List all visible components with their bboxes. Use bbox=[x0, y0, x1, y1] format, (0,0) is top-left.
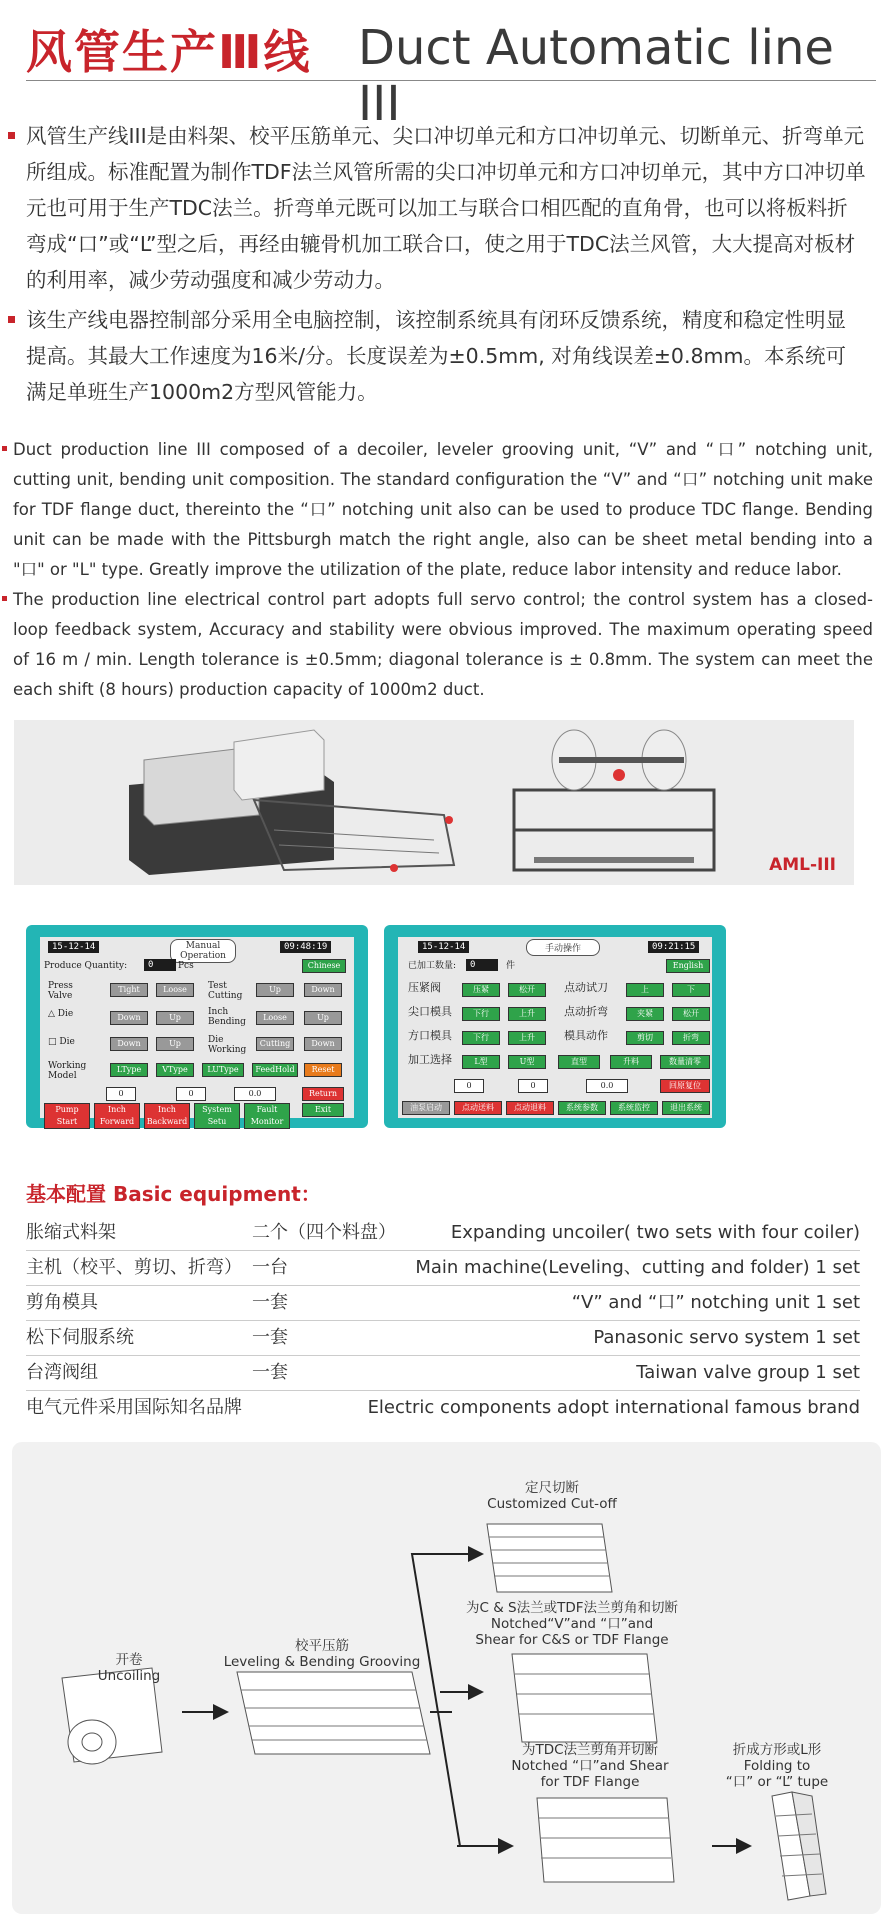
equipment-qty: 一套 bbox=[252, 1292, 288, 1313]
panel-time: 09:21:15 bbox=[648, 941, 699, 953]
row-label: △ Die bbox=[48, 1009, 74, 1019]
fold-button[interactable]: 折弯 bbox=[672, 1031, 710, 1045]
value-1: 0 bbox=[106, 1087, 136, 1101]
panel-date: 15-12-14 bbox=[48, 941, 99, 953]
cut-cn: 定尺切断 bbox=[525, 1480, 579, 1496]
tight-button[interactable]: Tight bbox=[110, 983, 148, 997]
qty-value: 0 bbox=[466, 959, 498, 971]
die-down-button[interactable]: Down bbox=[304, 1037, 342, 1051]
reset-button[interactable]: Reset bbox=[304, 1063, 342, 1077]
intro-en-1: Duct production line III composed of a decoiler, leveler grooving unit, “V” and “口” notching unit, cutting unit, bending unit composition. The standard configuration the “V” and “口” notching unit make for TDF flange duct, thereinto the “口” notching unit also can be used to produce TDC flange. Bending unit can be made with the Pittsburgh match the right angle, also can be sheet metal bending into a "口" or "L" type. Greatly improve the utilization of the plate, reduce labor intensity and reduce labor. bbox=[13, 440, 873, 579]
inch-feed-button[interactable]: 点动送料 bbox=[454, 1101, 502, 1115]
equipment-row bbox=[26, 1216, 860, 1251]
process-flow-diagram bbox=[12, 1442, 881, 1914]
inch-forward-button[interactable]: Inch Forward bbox=[94, 1103, 140, 1129]
model-label: AML-III bbox=[769, 855, 836, 875]
return-button[interactable]: 回原复位 bbox=[660, 1079, 710, 1093]
equipment-en: Main machine(Leveling、cutting and folder) 1 set bbox=[415, 1257, 860, 1278]
fold-cn: 折成方形或L形 bbox=[732, 1742, 822, 1758]
qty-unit: Pcs bbox=[178, 961, 194, 971]
level-label bbox=[212, 1638, 432, 1670]
leveled-sheet-icon bbox=[237, 1672, 430, 1754]
pump-start-button[interactable]: Pump Start bbox=[44, 1103, 90, 1129]
intro-cn-1: 风管生产线III是由料架、校平压筋单元、尖口冲切单元和方口冲切单元、切断单元、折弯单元所组成。标准配置为制作TDF法兰风管所需的尖口冲切单元和方口冲切单元，其中方口冲切单元也可用于生产TDC法兰。折弯单元既可以加工与联合口相匹配的直角骨，也可以将板料折弯成“口”或“L”型之后，再经由辘骨机加工联合口，使之用于TDC法兰风管，大大提高对板材的利用率，减少劳动强度和减少劳动力。 bbox=[26, 124, 866, 292]
v-die-up-button[interactable]: 上升 bbox=[508, 1007, 546, 1021]
row-label: Working Model bbox=[48, 1061, 87, 1081]
equipment-qty: 二个（四个料盘） bbox=[252, 1222, 396, 1243]
notch1-en1: Notched“V”and “口”and bbox=[490, 1616, 654, 1632]
uncoil-en: Uncoiling bbox=[97, 1668, 161, 1684]
bullet-icon bbox=[8, 316, 15, 323]
machine-illustration bbox=[14, 720, 854, 885]
value-3: 0.0 bbox=[234, 1087, 276, 1101]
sq-die-up-button[interactable]: 上升 bbox=[508, 1031, 546, 1045]
panel-screen bbox=[40, 937, 354, 1126]
down-button[interactable]: Down bbox=[304, 983, 342, 997]
equipment-name: 主机（校平、剪切、折弯） bbox=[26, 1257, 242, 1278]
mid-label: 模具动作 bbox=[564, 1029, 608, 1042]
language-button[interactable]: English bbox=[666, 959, 710, 973]
fold-en2: “口” or “L” tupe bbox=[725, 1774, 829, 1790]
up-button[interactable]: Up bbox=[256, 983, 294, 997]
control-panel-en bbox=[26, 925, 368, 1128]
equipment-name: 电气元件采用国际知名品牌 bbox=[26, 1397, 242, 1418]
panel-date: 15-12-14 bbox=[418, 941, 469, 953]
bullet-icon bbox=[8, 132, 15, 139]
system-setup-button[interactable]: System Setu bbox=[194, 1103, 240, 1129]
lutype-button[interactable]: LUType bbox=[202, 1063, 244, 1077]
equipment-row bbox=[26, 1356, 860, 1391]
value-2: 0 bbox=[518, 1079, 548, 1093]
mid-label: Die Working bbox=[208, 1035, 247, 1055]
equipment-row bbox=[26, 1321, 860, 1356]
notch1-cn: 为C & S法兰或TDF法兰剪角和切断 bbox=[465, 1600, 678, 1616]
feedhold-button[interactable]: FeedHold bbox=[252, 1063, 298, 1077]
cut-sheet-icon bbox=[487, 1524, 612, 1592]
qty-unit: 件 bbox=[506, 961, 516, 971]
language-button[interactable]: Chinese bbox=[302, 959, 346, 973]
bend-up-button[interactable]: Up bbox=[304, 1011, 342, 1025]
machine-photo bbox=[14, 720, 854, 885]
title-cn: 风管生产Ⅲ线 bbox=[26, 25, 312, 79]
mid-label: Test Cutting bbox=[208, 981, 243, 1001]
row-label: 压紧阀 bbox=[408, 981, 441, 994]
loose-button[interactable]: Loose bbox=[156, 983, 194, 997]
bullet-icon bbox=[2, 446, 7, 451]
folded-duct-icon bbox=[772, 1792, 826, 1900]
equipment-name: 松下伺服系统 bbox=[26, 1327, 134, 1348]
equipment-en: “V” and “口” notching unit 1 set bbox=[571, 1292, 860, 1313]
cutting-button[interactable]: Cutting bbox=[256, 1037, 294, 1051]
qty-label: Produce Quantity: bbox=[44, 961, 128, 971]
pump-start-button[interactable]: 油泵启动 bbox=[402, 1101, 450, 1115]
ltype-button[interactable]: L型 bbox=[462, 1055, 500, 1069]
mid-label: 点动折弯 bbox=[564, 1005, 608, 1018]
panel-title: Manual Operation bbox=[170, 939, 236, 963]
equipment-qty: 一套 bbox=[252, 1327, 288, 1348]
value-2: 0 bbox=[176, 1087, 206, 1101]
intro-en-2: The production line electrical control part adopts full servo control; the control system has a closed-loop feedback system, Accuracy and stability were obvious improved. The maximum operating speed of 16 m / min. Length tolerance is ±0.5mm; diagonal tolerance is ± 0.8mm. The system can meet the each shift (8 hours) production capacity of 1000m2 duct. bbox=[13, 590, 873, 699]
clamp-button[interactable]: 夹紧 bbox=[626, 1007, 664, 1021]
row-label: 加工选择 bbox=[408, 1053, 452, 1066]
v-die-down-button[interactable]: 下行 bbox=[462, 1007, 500, 1021]
control-panel-cn bbox=[384, 925, 726, 1128]
notch2-en2: for TDF Flange bbox=[540, 1774, 640, 1790]
notched-sheet-icon bbox=[537, 1798, 674, 1882]
ltype-button[interactable]: LType bbox=[110, 1063, 148, 1077]
sq-die-down-button[interactable]: Down bbox=[110, 1037, 148, 1051]
equipment-en: Taiwan valve group 1 set bbox=[636, 1362, 860, 1383]
inch-retract-button[interactable]: 点动退料 bbox=[506, 1101, 554, 1115]
mid-label: 点动试刀 bbox=[564, 981, 608, 994]
straight-button[interactable]: 直型 bbox=[558, 1055, 600, 1069]
row-label: □ Die bbox=[48, 1037, 75, 1047]
fold-en1: Folding to bbox=[743, 1758, 811, 1774]
exit-button[interactable]: 退出系统 bbox=[662, 1101, 710, 1115]
level-en: Leveling & Bending Grooving bbox=[223, 1654, 421, 1670]
fault-monitor-button[interactable]: Fault Monitor bbox=[244, 1103, 290, 1129]
row-label: 尖口模具 bbox=[408, 1005, 452, 1018]
equipment-row bbox=[26, 1391, 860, 1425]
fold-label bbox=[712, 1742, 842, 1790]
panel-time: 09:48:19 bbox=[280, 941, 331, 953]
v-die-up-button[interactable]: Up bbox=[156, 1011, 194, 1025]
uncoil-cn: 开卷 bbox=[115, 1652, 143, 1668]
row-label: 方口模具 bbox=[408, 1029, 452, 1042]
equipment-en: Electric components adopt international famous brand bbox=[367, 1397, 860, 1418]
equipment-en: Expanding uncoiler( two sets with four coiler) bbox=[450, 1222, 860, 1243]
bullet-icon bbox=[2, 596, 7, 601]
notch2-cn: 为TDC法兰剪角并切断 bbox=[521, 1742, 659, 1758]
equipment-row bbox=[26, 1251, 860, 1286]
panel-screen bbox=[398, 937, 712, 1118]
bend-loose-button[interactable]: Loose bbox=[256, 1011, 294, 1025]
down-button[interactable]: 下 bbox=[672, 983, 710, 997]
intro-cn-2: 该生产线电器控制部分采用全电脑控制，该控制系统具有闭环反馈系统，精度和稳定性明显提高。其最大工作速度为16米/分。长度误差为±0.5mm, 对角线误差±0.8mm。本系统可满足单班生产1000m2方型风管能力。 bbox=[26, 308, 846, 404]
equipment-qty: 一套 bbox=[252, 1362, 288, 1383]
system-params-button[interactable]: 系统参数 bbox=[558, 1101, 606, 1115]
panel-title: 手动操作 bbox=[526, 939, 600, 956]
sq-die-down-button[interactable]: 下行 bbox=[462, 1031, 500, 1045]
qty-value: 0 bbox=[144, 959, 176, 971]
qty-label: 已加工数量: bbox=[408, 961, 457, 971]
value-1: 0 bbox=[454, 1079, 484, 1093]
lift-button[interactable]: 升料 bbox=[610, 1055, 652, 1069]
clear-count-button[interactable]: 数量清零 bbox=[660, 1055, 710, 1069]
row-label: Press Valve bbox=[48, 981, 73, 1001]
v-die-down-button[interactable]: Down bbox=[110, 1011, 148, 1025]
equipment-en: Panasonic servo system 1 set bbox=[593, 1327, 860, 1348]
equipment-name: 剪角模具 bbox=[26, 1292, 98, 1313]
value-3: 0.0 bbox=[586, 1079, 628, 1093]
unclamp-button[interactable]: 松开 bbox=[672, 1007, 710, 1021]
notch1-en2: Shear for C&S or TDF Flange bbox=[475, 1632, 669, 1648]
return-button[interactable]: Return bbox=[302, 1087, 344, 1101]
exit-button[interactable]: Exit bbox=[302, 1103, 344, 1117]
notch1-label bbox=[452, 1600, 692, 1648]
vtype-button[interactable]: VType bbox=[156, 1063, 194, 1077]
press-button[interactable]: 压紧 bbox=[462, 983, 500, 997]
system-monitor-button[interactable]: 系统监控 bbox=[610, 1101, 658, 1115]
cut-en: Customized Cut-off bbox=[487, 1496, 617, 1512]
shear-button[interactable]: 剪切 bbox=[626, 1031, 664, 1045]
notched-sheet-icon bbox=[512, 1654, 657, 1742]
title-en: Duct Automatic line III bbox=[358, 20, 834, 132]
equipment-name: 台湾阀组 bbox=[26, 1362, 98, 1383]
mid-label: Inch Bending bbox=[208, 1007, 246, 1027]
equipment-qty: 一台 bbox=[252, 1257, 288, 1278]
utype-button[interactable]: U型 bbox=[508, 1055, 546, 1069]
release-button[interactable]: 松开 bbox=[508, 983, 546, 997]
inch-backward-button[interactable]: Inch Backward bbox=[144, 1103, 190, 1129]
sq-die-up-button[interactable]: Up bbox=[156, 1037, 194, 1051]
level-cn: 校平压筋 bbox=[295, 1638, 349, 1654]
notch2-label bbox=[490, 1742, 690, 1790]
page-header bbox=[26, 10, 876, 132]
cut-label bbox=[472, 1480, 632, 1512]
equipment-row bbox=[26, 1286, 860, 1321]
up-button[interactable]: 上 bbox=[626, 983, 664, 997]
uncoil-label bbox=[74, 1652, 184, 1684]
equipment-title: 基本配置 Basic equipment： bbox=[26, 1182, 321, 1206]
equipment-name: 胀缩式料架 bbox=[26, 1222, 116, 1243]
notch2-en1: Notched “口”and Shear bbox=[511, 1758, 669, 1774]
